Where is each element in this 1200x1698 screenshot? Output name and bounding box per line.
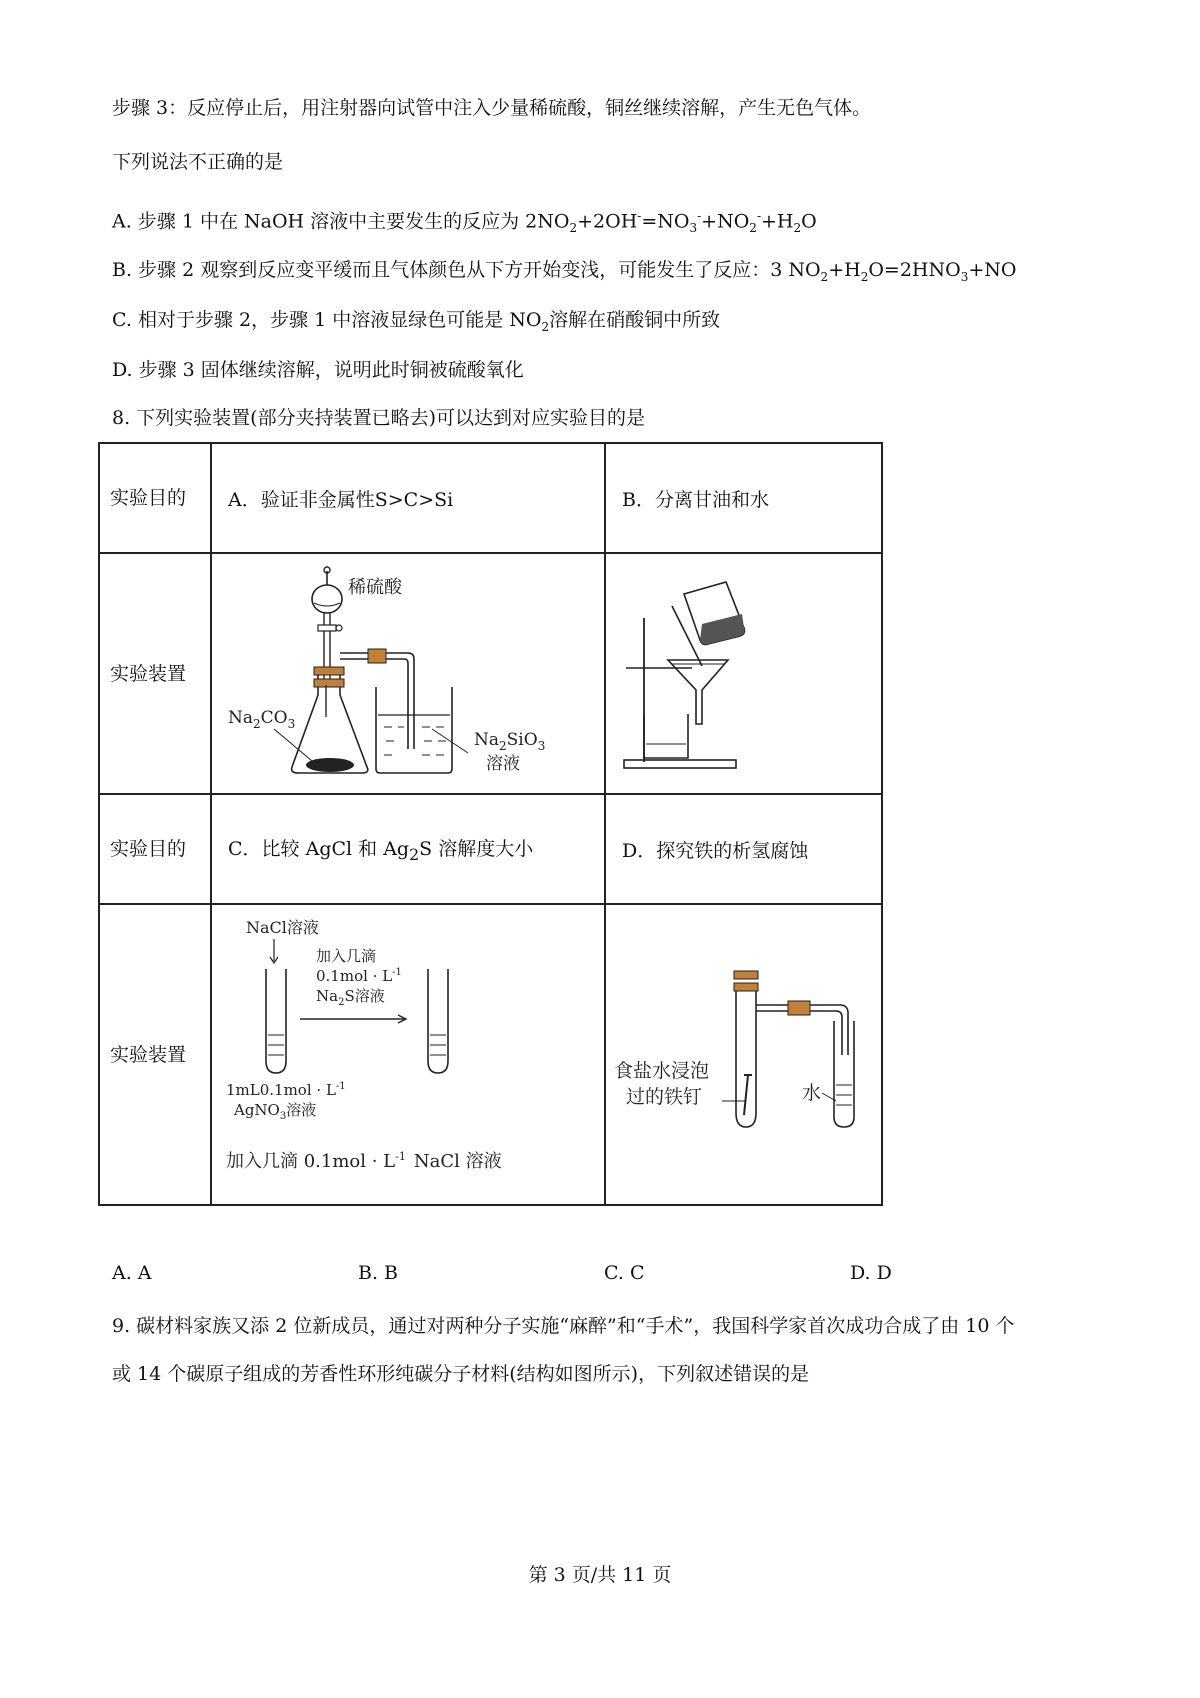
purpose-c: C．比较 AgCl 和 $Ag_2S$ 溶解度大小 [211,794,605,904]
q9-line2: 或 14 个碳原子组成的芳香性环形纯碳分子材料(结构如图所示)，下列叙述错误的是 [112,1363,810,1385]
label-water: 水 [802,1082,822,1104]
label-solution: 溶液 [486,753,520,774]
label-salt-water-nail: 食盐水浸泡 [614,1060,710,1082]
q8-stem: 8. 下列实验装置(部分夹持装置已略去)可以达到对应实验目的是 [112,407,645,429]
row-label-apparatus: 实验装置 [99,553,211,794]
purpose-d: D．探究铁的析氢腐蚀 [605,794,882,904]
label-concentration: $0.1mol \cdot L^{-1}$ [316,967,402,985]
q7-step3: 步骤 3：反应停止后，用注射器向试管中注入少量稀硫酸，铜丝继续溶解，产生无色气体。 [112,97,872,119]
q7-option-c: C. 相对于步骤 2，步骤 1 中溶液显绿色可能是 $NO_2$溶解在硝酸铜中所致 [112,309,721,334]
apparatus-c-diagram [212,905,588,1199]
row-label-purpose-2: 实验目的 [99,794,211,904]
apparatus-d-diagram [606,905,906,1199]
q8-choices [112,1262,972,1292]
row-label-purpose: 实验目的 [99,443,211,553]
label-agno3: AgNO$_3$溶液 [234,1101,317,1122]
q9-line1: 9. 碳材料家族又添 2 位新成员，通过对两种分子实施“麻醉”和“手术”，我国科学家首次成功合成了由 10 个 [112,1315,1015,1337]
label-add-drops: 加入几滴 [316,947,377,965]
purpose-a: A．验证非金属性S>C>Si [211,443,605,553]
choice-c[interactable]: C. C [604,1262,645,1284]
apparatus-a [211,553,605,794]
label-iron-nail: 过的铁钉 [626,1086,703,1108]
page-footer: 第 3 页/共 11 页 [528,1564,672,1586]
q7-option-a: A. 步骤 1 中在 NaOH 溶液中主要发生的反应为 $2NO_2+2OH^-=NO_3^-+NO_2^-+H_2O$ [112,209,817,236]
label-na2s: $Na_2S$溶液 [316,987,385,1008]
q7-option-b: B. 步骤 2 观察到反应变平缓而且气体颜色从下方开始变浅，可能发生了反应：3 $NO_2+H_2O=2HNO_3+NO$ [112,259,1017,284]
choice-a[interactable]: A. A [112,1262,152,1284]
q7-option-d: D. 步骤 3 固体继续溶解，说明此时铜被硫酸氧化 [112,359,524,381]
apparatus-d [605,904,882,1205]
row-label-apparatus-2: 实验装置 [99,904,211,1205]
label-dilute-sulfuric-acid: 稀硫酸 [348,576,402,598]
label-agno3-volume: $1mL0.1mol \cdot L^{-1}$ [226,1081,346,1099]
q8-experiment-table [98,442,883,1206]
apparatus-b [605,553,882,794]
label-add-nacl-note: 加入几滴 $0.1mol \cdot L^{-1}$ NaCl 溶液 [226,1150,502,1172]
choice-d[interactable]: D. D [850,1262,892,1284]
label-na2sio3: $Na_2SiO_3$ [474,729,546,753]
q7-question: 下列说法不正确的是 [112,151,284,173]
choice-b[interactable]: B. B [358,1262,399,1284]
label-na2co3: $Na_2CO_3$ [228,707,296,731]
apparatus-b-diagram [606,554,906,788]
apparatus-a-diagram [212,557,588,791]
apparatus-c [211,904,605,1205]
purpose-b: B．分离甘油和水 [605,443,882,553]
label-nacl-solution: NaCl溶液 [246,918,319,937]
